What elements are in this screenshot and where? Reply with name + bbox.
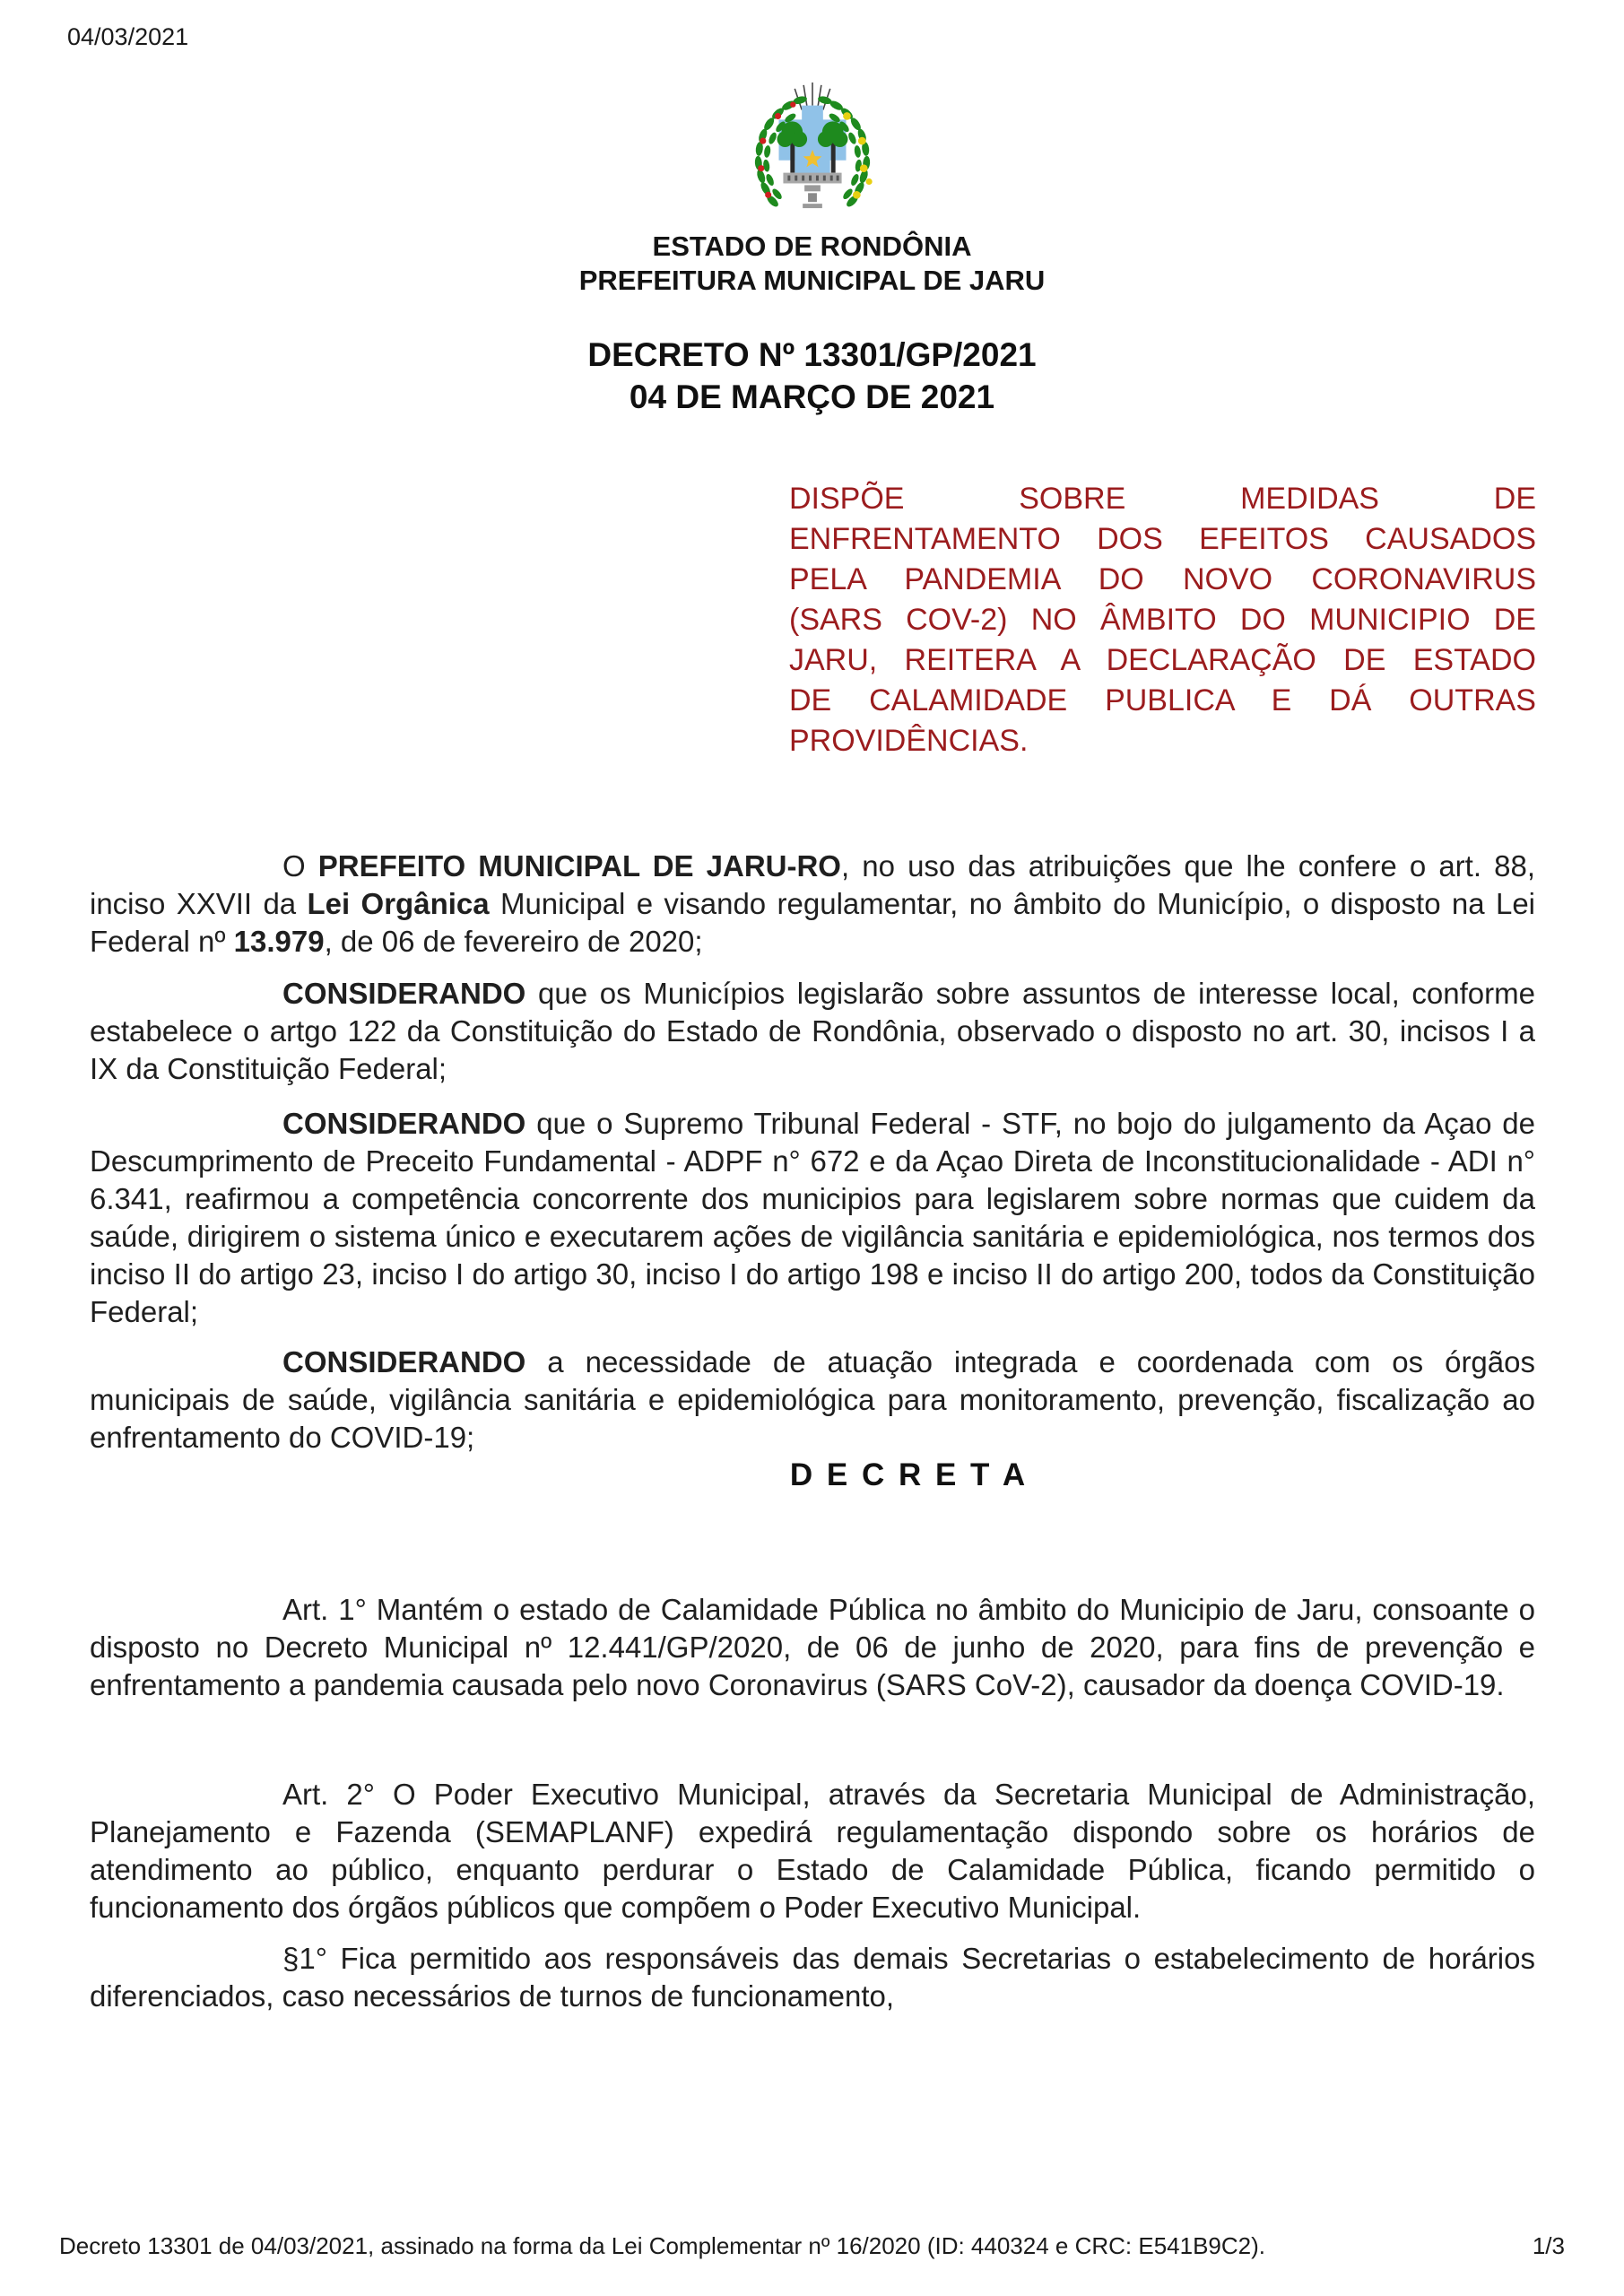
decree-body <box>90 848 1535 2015</box>
decree-summary <box>789 479 1536 761</box>
org-municipality-name: PREFEITURA MUNICIPAL DE JARU <box>578 265 1046 296</box>
page-footer <box>59 2232 1565 2260</box>
print-date: 04/03/2021 <box>67 23 189 50</box>
crest-base <box>783 173 841 208</box>
decree-summary-line: (SARS COV-2) NO ÂMBITO DO MUNICIPIO DE <box>789 603 1536 637</box>
decree-title <box>0 334 1624 418</box>
organization-header <box>0 230 1624 298</box>
footer-signature-note: Decreto 13301 de 04/03/2021, assinado na forma da Lei Complementar nº 16/2020 (ID: 440324 e CRC: E541B9C2). <box>59 2232 1266 2259</box>
paragraph-considerando-3: CONSIDERANDO a necessidade de atuação integrada e coordenada com os órgãos municipais de saúde, vigilância sanitária e epidemiológica para monitoramento, prevenção, fiscalização ao enfrentamento do COVID-19; <box>90 1345 1535 1454</box>
decreta-heading: D E C R E T A <box>789 1457 1029 1492</box>
paragraph-considerando-1: CONSIDERANDO que os Municípios legislarão sobre assuntos de interesse local, conforme estabelece o artgo 122 da Constituição do Estado de Rondônia, observado o disposto no art. 30, incisos I a IX da Constituição Federal; <box>90 977 1535 1085</box>
decree-summary-line: PELA PANDEMIA DO NOVO CORONAVIRUS <box>789 562 1536 596</box>
decree-date: 04 DE MARÇO DE 2021 <box>629 378 995 415</box>
footer-page-number: 1/3 <box>1532 2232 1565 2259</box>
decree-summary-line: DISPÕE SOBRE MEDIDAS DE <box>789 482 1536 516</box>
paragraph-considerando-2: CONSIDERANDO que o Supremo Tribunal Federal - STF, no bojo do julgamento da Açao de Descumprimento de Preceito Fundamental - ADPF n° 672 e da Açao Direta de Inconstitucionalidade - ADI n° 6.341, reafirmou a competência concorrente dos municipios para legislarem sobre normas que cuidem da saúde, dirigirem o sistema único e executarem ações de vigilância sanitária e epidemiológica, nos termos dos inciso II do artigo 23, inciso I do artigo 30, inciso I do artigo 198 e inciso II do artigo 200, todos da Constituição Federal; <box>90 1107 1535 1328</box>
decree-summary-line: PROVIDÊNCIAS. <box>789 724 1029 758</box>
decree-summary-line: ENFRENTAMENTO DOS EFEITOS CAUSADOS <box>789 522 1536 556</box>
paragraph-par-1: §1° Fica permitido aos responsáveis das demais Secretarias o estabelecimento de horários diferenciados, caso necessários de turnos de funcionamento, <box>90 1942 1535 2013</box>
paragraph-art-2: Art. 2° O Poder Executivo Municipal, através da Secretaria Municipal de Administração, Planejamento e Fazenda (SEMAPLANF) expedirá regulamentação dispondo sobre os horários de atendimento ao público, enquanto perdurar o Estado de Calamidade Pública, ficando permitido o funcionamento dos órgãos públicos que compõem o Poder Executivo Municipal. <box>90 1778 1535 1924</box>
decree-number: DECRETO Nº 13301/GP/2021 <box>587 336 1037 373</box>
decree-summary-line: DE CALAMIDADE PUBLICA E DÁ OUTRAS <box>789 683 1536 718</box>
org-state-name: ESTADO DE RONDÔNIA <box>652 230 972 262</box>
jaru-coat-of-arms-icon <box>737 81 888 213</box>
paragraph-art-1: Art. 1° Mantém o estado de Calamidade Pública no âmbito do Municipio de Jaru, consoante o disposto no Decreto Municipal nº 12.441/GP/2020, de 06 de junho de 2020, para fins de prevenção e enfrentamento a pandemia causada pelo novo Coronavirus (SARS CoV-2), causador da doença COVID-19. <box>90 1593 1535 1701</box>
paragraph-preamble: O PREFEITO MUNICIPAL DE JARU-RO, no uso das atribuições que lhe confere o art. 88, inciso XXVII da Lei Orgânica Municipal e visando regulamentar, no âmbito do Município, o disposto na Lei Federal nº 13.979, de 06 de fevereiro de 2020; <box>90 849 1536 958</box>
decree-summary-line: JARU, REITERA A DECLARAÇÃO DE ESTADO <box>789 643 1536 677</box>
